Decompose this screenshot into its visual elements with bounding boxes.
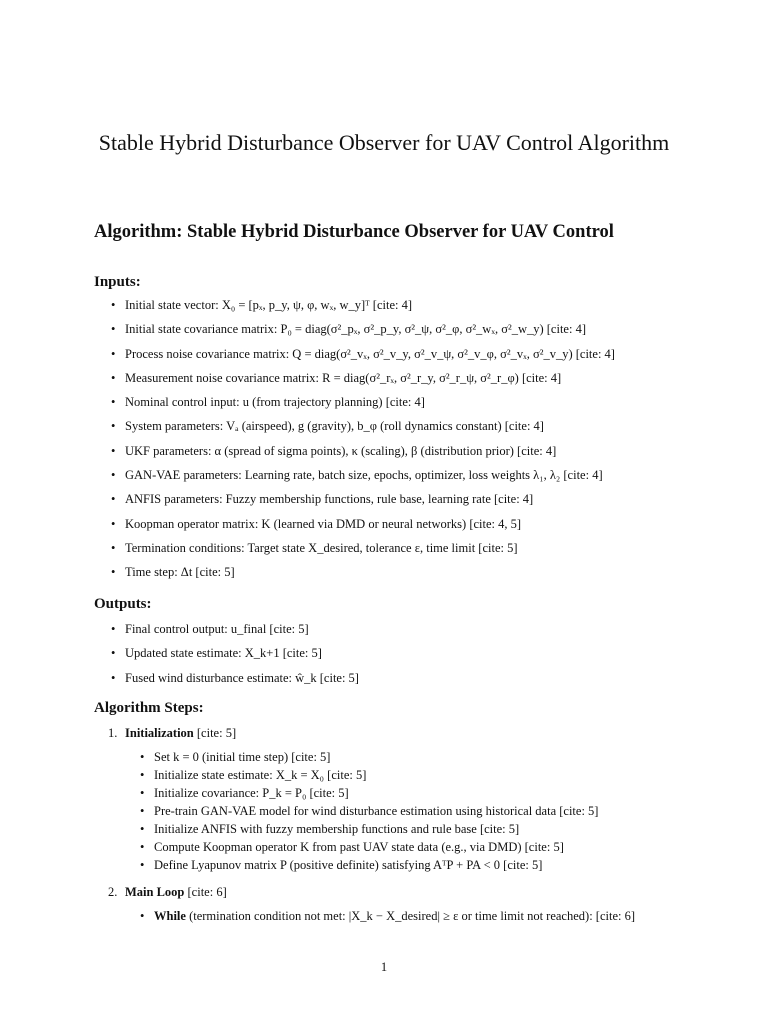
document-title: Stable Hybrid Disturbance Observer for UAV Control Algorithm (98, 130, 670, 155)
steps-heading: Algorithm Steps: (94, 700, 204, 716)
list-item: • Updated state estimate: X_k+1 [cite: 5] (108, 645, 688, 661)
list-item: • Pre-train GAN-VAE model for wind disturbance estimation using historical data [cite: 5] (137, 803, 677, 819)
list-item (137, 908, 677, 924)
list-item: • System parameters: Vₐ (airspeed), g (gravity), b_φ (roll dynamics constant) [cite: 4] (108, 418, 688, 434)
initialization-list (137, 749, 677, 875)
list-item: • GAN-VAE parameters: Learning rate, batch size, epochs, optimizer, loss weights λ₁, λ₂ [cite: 4] (108, 467, 688, 483)
list-item: • Define Lyapunov matrix P (positive definite) satisfying AᵀP + PA < 0 [cite: 5] (137, 857, 677, 873)
list-item: • Initialize ANFIS with fuzzy membership functions and rule base [cite: 5] (137, 821, 677, 837)
list-item: • Time step: Δt [cite: 5] (108, 564, 688, 580)
outputs-heading: Outputs: (94, 596, 152, 612)
while-condition: (termination condition not met: |X_k − X_desired| ≥ ε or time limit not reached): [cite: 6] (185, 909, 636, 923)
list-item: • Set k = 0 (initial time step) [cite: 5] (137, 749, 677, 765)
step-number: 2. (108, 885, 118, 899)
step-label: Main Loop (125, 885, 185, 899)
list-item: • Initialize state estimate: X_k = X₀ [cite: 5] (137, 767, 677, 783)
inputs-heading: Inputs: (94, 274, 141, 290)
list-item: • Termination conditions: Target state X_desired, tolerance ε, time limit [cite: 5] (108, 540, 688, 556)
outputs-list (108, 621, 688, 694)
list-item: • Fused wind disturbance estimate: ŵ_k [cite: 5] (108, 670, 688, 686)
while-keyword: While (154, 909, 186, 923)
step-number: 1. (108, 726, 118, 740)
list-item: • UKF parameters: α (spread of sigma points), κ (scaling), β (distribution prior) [cite: 4] (108, 443, 688, 459)
inputs-list (108, 297, 688, 589)
page-number: 1 (380, 960, 388, 974)
step-main-loop (108, 884, 688, 900)
list-item: • Compute Koopman operator K from past UAV state data (e.g., via DMD) [cite: 5] (137, 839, 677, 855)
list-item: • Initialize covariance: P_k = P₀ [cite: 5] (137, 785, 677, 801)
list-item: • Process noise covariance matrix: Q = diag(σ²_vₓ, σ²_v_y, σ²_v_ψ, σ²_v_φ, σ²_vₓ, σ²_v_y) [cite: 4] (108, 346, 688, 362)
main-loop-list (137, 908, 677, 924)
list-item: • Initial state vector: X₀ = [pₓ, p_y, ψ, φ, wₓ, w_y]ᵀ [cite: 4] (108, 297, 688, 313)
list-item: • Koopman operator matrix: K (learned via DMD or neural networks) [cite: 4, 5] (108, 516, 688, 532)
list-item: • Final control output: u_final [cite: 5] (108, 621, 688, 637)
list-item: • Nominal control input: u (from trajectory planning) [cite: 4] (108, 394, 688, 410)
algorithm-section-title: Algorithm: Stable Hybrid Disturbance Observer for UAV Control (94, 222, 614, 242)
step-label: Initialization (125, 726, 194, 740)
step-initialization (108, 725, 688, 741)
step-cite: [cite: 6] (184, 885, 227, 899)
list-item: • Initial state covariance matrix: P₀ = diag(σ²_pₓ, σ²_p_y, σ²_ψ, σ²_φ, σ²_wₓ, σ²_w_y) [cite: 4] (108, 321, 688, 337)
list-item: • ANFIS parameters: Fuzzy membership functions, rule base, learning rate [cite: 4] (108, 491, 688, 507)
list-item: • Measurement noise covariance matrix: R = diag(σ²_rₓ, σ²_r_y, σ²_r_ψ, σ²_r_φ) [cite: 4] (108, 370, 688, 386)
step-cite: [cite: 5] (193, 726, 237, 740)
